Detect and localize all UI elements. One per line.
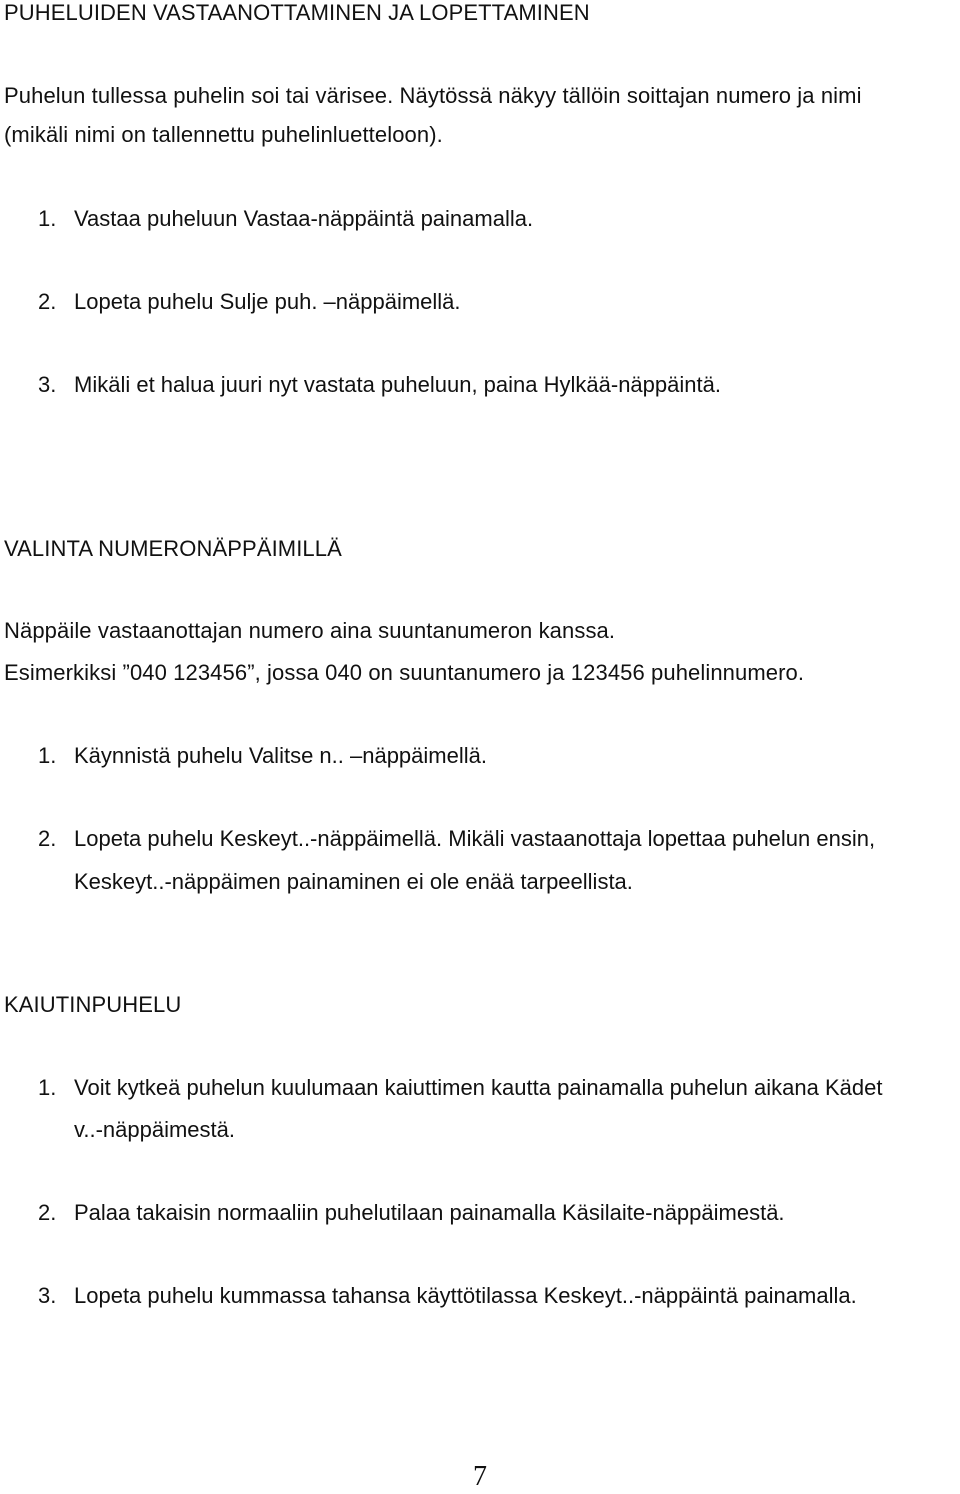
intro-text-line: Näppäile vastaanottajan numero aina suuntanumeron kanssa. — [4, 618, 616, 643]
list-item-number: 2. — [38, 289, 57, 314]
list-item-number: 3. — [38, 1283, 57, 1308]
intro-text-line: (mikäli nimi on tallennettu puhelinluetteloon). — [4, 122, 443, 147]
list-item-number: 1. — [38, 1075, 57, 1100]
list-item-text: Lopeta puhelu Keskeyt..-näppäimellä. Mikäli vastaanottaja lopettaa puhelun ensin, — [74, 826, 876, 851]
section-heading-speakerphone: KAIUTINPUHELU — [4, 992, 182, 1017]
list-item-number: 2. — [38, 826, 57, 851]
list-item-number: 1. — [38, 743, 57, 768]
list-item-text: Voit kytkeä puhelun kuulumaan kaiuttimen kautta painamalla puhelun aikana Kädet — [74, 1075, 883, 1100]
list-item-text: Mikäli et halua juuri nyt vastata puheluun, paina Hylkää-näppäintä. — [74, 372, 721, 397]
list-item-text-continued: v..-näppäimestä. — [74, 1117, 236, 1142]
intro-text-line: Puhelun tullessa puhelin soi tai värisee. Näytössä näkyy tällöin soittajan numero ja nimi — [4, 83, 862, 108]
list-item-text-continued: Keskeyt..-näppäimen painaminen ei ole enää tarpeellista. — [74, 869, 633, 894]
page-number: 7 — [473, 1461, 487, 1492]
section-heading-dialing: VALINTA NUMERONÄPPÄIMILLÄ — [4, 536, 342, 561]
list-item-text: Vastaa puheluun Vastaa-näppäintä painamalla. — [74, 206, 534, 231]
list-item-text: Käynnistä puhelu Valitse n.. –näppäimellä. — [74, 743, 487, 768]
list-item-text: Lopeta puhelu kummassa tahansa käyttötilassa Keskeyt..-näppäintä painamalla. — [74, 1283, 857, 1308]
intro-text-line: Esimerkiksi ”040 123456”, jossa 040 on suuntanumero ja 123456 puhelinnumero. — [4, 660, 805, 685]
list-item-number: 2. — [38, 1200, 57, 1225]
list-item-text: Lopeta puhelu Sulje puh. –näppäimellä. — [74, 289, 461, 314]
list-item-text: Palaa takaisin normaaliin puhelutilaan painamalla Käsilaite-näppäimestä. — [74, 1200, 785, 1225]
list-item-number: 1. — [38, 206, 57, 231]
section-heading-calls: PUHELUIDEN VASTAANOTTAMINEN JA LOPETTAMINEN — [4, 0, 590, 25]
list-item-number: 3. — [38, 372, 57, 397]
